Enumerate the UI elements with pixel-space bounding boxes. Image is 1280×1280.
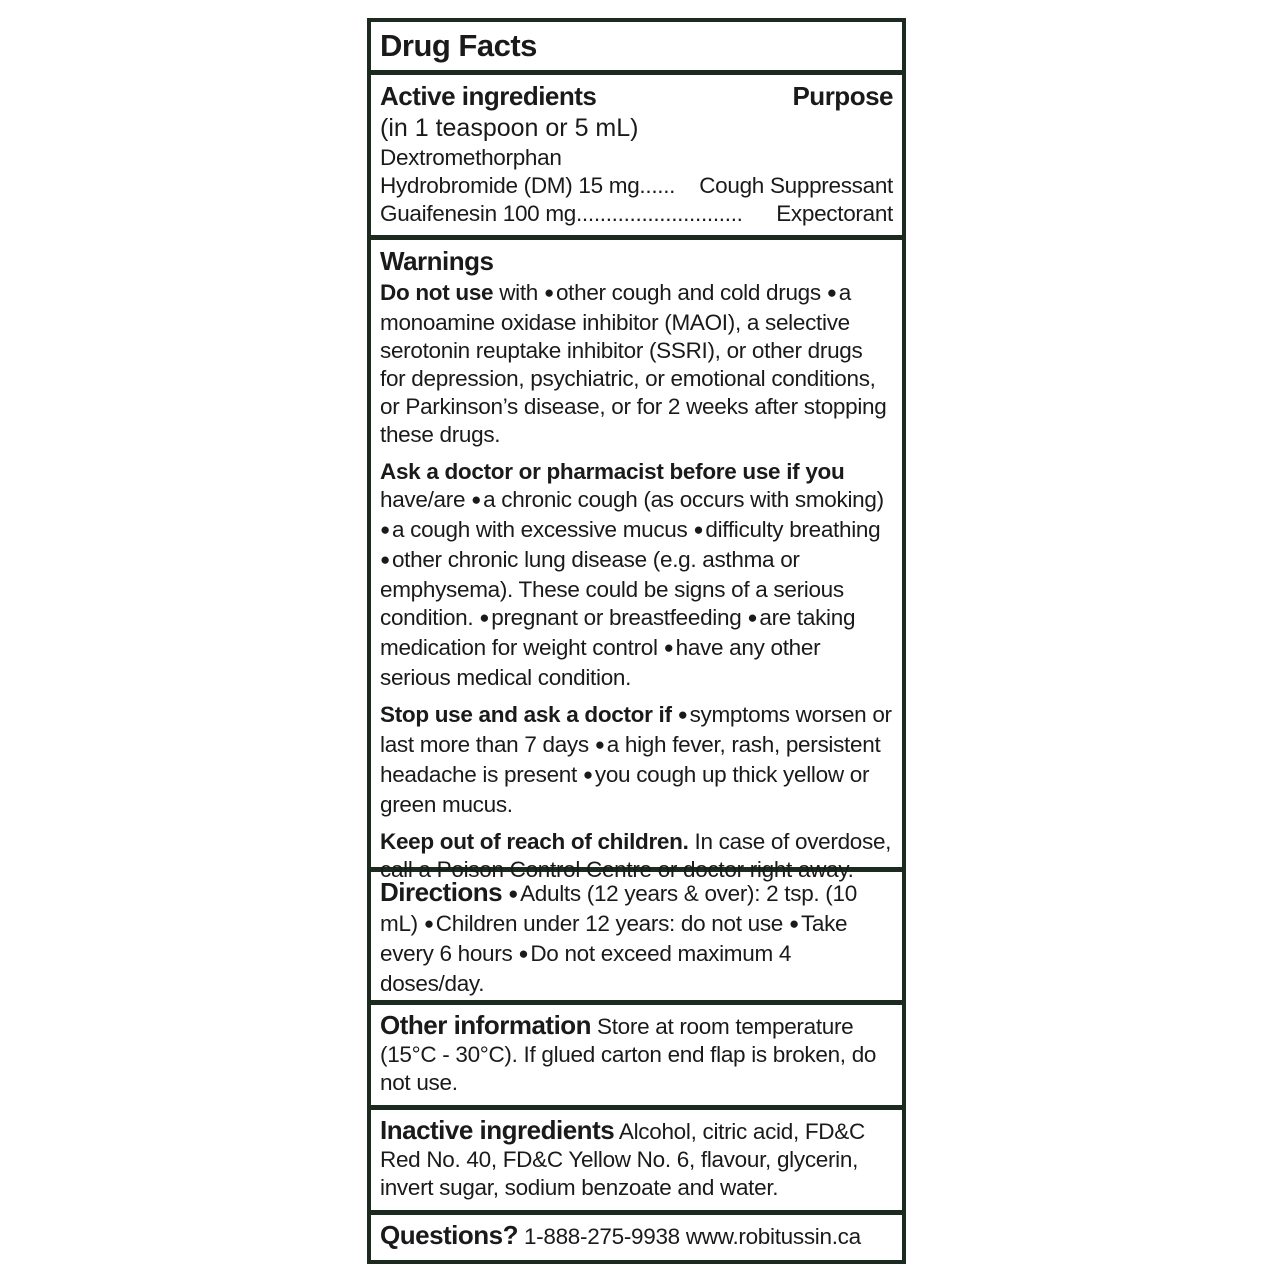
stop-use-label: Stop use and ask a doctor if: [380, 702, 678, 727]
questions-contact: 1-888-275-9938 www.robitussin.ca: [518, 1224, 861, 1249]
warning-item: ● a cough with excessive mucus: [380, 517, 693, 542]
ingredient-line-2: [380, 172, 893, 200]
other-information-heading: Other information: [380, 1010, 592, 1040]
directions-heading: Directions: [380, 877, 503, 907]
questions-section: [371, 1215, 902, 1260]
active-subheading: (in 1 teaspoon or 5 mL): [380, 114, 639, 142]
ingredient-dm: Hydrobromide (DM) 15 mg......: [380, 173, 676, 198]
ingredient-line-1: Dextromethorphan: [380, 145, 562, 170]
ask-doctor-paragraph: [380, 458, 893, 692]
warnings-section: [371, 240, 902, 882]
directions-paragraph: [380, 878, 893, 998]
warning-item: ● are taking medication for weight control: [380, 605, 855, 660]
inactive-ingredients-text: Alcohol, citric acid, FD&C Red No. 40, FD&C Yellow No. 6, flavour, glycerin, invert sugar, sodium benzoate and water.: [380, 1119, 865, 1200]
direction-item: ● Take every 6 hours: [380, 911, 847, 966]
warning-item: ● a monoamine oxidase inhibitor (MAOI), a selective serotonin reuptake inhibitor (SSRI), or other drugs for depression, psychiatric, or emotional conditions, or Parkinson’s disease, or for 2 weeks after stopping these drugs.: [380, 280, 886, 447]
direction-item: ● Do not exceed maximum 4 doses/day.: [380, 941, 791, 996]
ask-doctor-lead: have/are: [380, 487, 472, 512]
questions-heading: Questions?: [380, 1220, 519, 1250]
do-not-use-paragraph: [380, 279, 893, 449]
warning-item: ● other cough and cold drugs: [544, 280, 821, 305]
directions-section: [371, 872, 902, 1005]
stop-use-paragraph: [380, 701, 893, 819]
inactive-ingredients-section: [371, 1110, 902, 1215]
inactive-ingredients-heading: Inactive ingredients: [380, 1115, 615, 1145]
questions-paragraph: [380, 1221, 893, 1251]
do-not-use-with: with: [493, 280, 544, 305]
warning-item: ● you cough up thick yellow or green mucus.: [380, 762, 869, 817]
warning-item: ● symptoms worsen or last more than 7 days: [380, 702, 892, 757]
title-section: [371, 22, 902, 75]
purpose-cough-suppressant: Cough Suppressant: [699, 173, 893, 198]
ask-doctor-label: Ask a doctor or pharmacist before use if you: [380, 459, 845, 484]
warning-item: ● difficulty breathing: [693, 517, 880, 542]
keep-out-label: Keep out of reach of children.: [380, 829, 689, 854]
keep-out-text: In case of overdose, call a Poison Control Centre or doctor right away.: [380, 829, 892, 882]
ingredient-line-3: [380, 200, 893, 228]
direction-item: ● Adults (12 years & over): 2 tsp. (10 mL): [380, 881, 857, 936]
warning-item: ● other chronic lung disease (e.g. asthma or emphysema). These could be signs of a serious condition.: [380, 547, 844, 630]
purpose-expectorant: Expectorant: [776, 201, 893, 226]
direction-item: ● Children under 12 years: do not use: [424, 911, 789, 936]
other-information-paragraph: [380, 1011, 893, 1097]
ingredient-guaifenesin: Guaifenesin 100 mg............................: [380, 201, 743, 226]
other-information-section: [371, 1005, 902, 1110]
active-ingredients-section: [371, 75, 902, 240]
do-not-use-label: Do not use: [380, 280, 494, 305]
other-information-text: Store at room temperature (15°C - 30°C). If glued carton end flap is broken, do not use.: [380, 1014, 877, 1095]
warning-item: ● pregnant or breastfeeding: [479, 605, 747, 630]
purpose-heading: Purpose: [792, 81, 893, 111]
warnings-heading: Warnings: [380, 246, 494, 276]
warning-item: ● have any other serious medical condition.: [380, 635, 820, 690]
active-heading: Active ingredients: [380, 81, 597, 111]
panel-title: Drug Facts: [380, 28, 537, 63]
warning-item: ● a high fever, rash, persistent headache is present: [380, 732, 880, 787]
warning-item: ● a chronic cough (as occurs with smoking): [471, 487, 884, 512]
drug-facts-panel: [367, 18, 906, 1264]
inactive-ingredients-paragraph: [380, 1116, 893, 1202]
